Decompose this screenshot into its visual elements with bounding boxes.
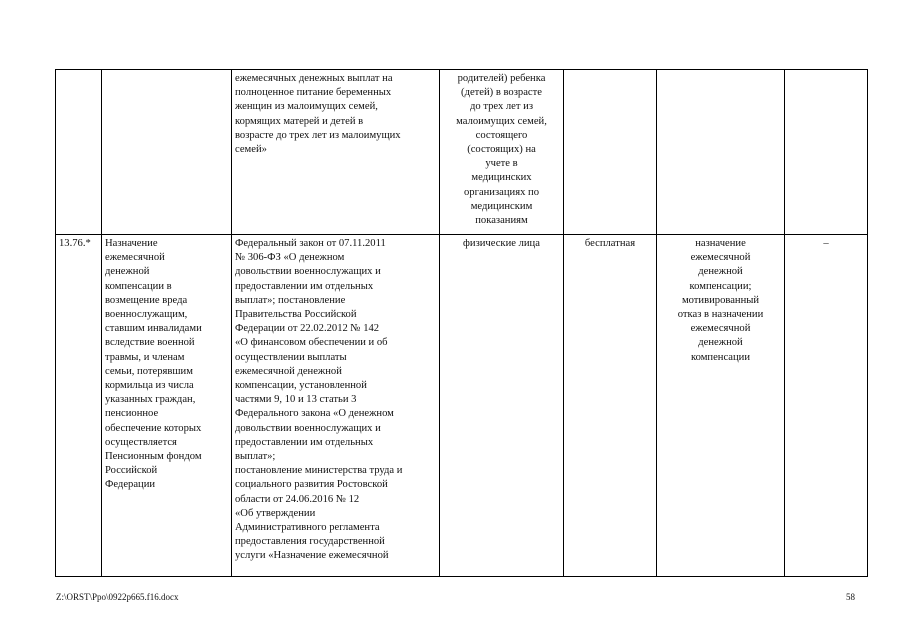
cell-note-text: – [823,238,829,249]
cell-number-text: 13.76.* [59,238,91,249]
footer-file-path: Z:\ORST\Ppo\0922p665.f16.docx [56,592,179,602]
table-row-13-76 [56,235,868,577]
cell-service-name-text: Назначение ежемесячной денежной компенсации в возмещение вреда военнослужащим, ставшим инвалидами вследствие военной травмы, и членам семьи, потерявшим кормильца из числа указанных граждан, пенсионное обеспечение которых осуществляется Пенсионным фондом Российской Федерации [105,238,202,491]
cell-service-name [102,235,232,577]
cell-note [785,70,868,235]
table-row-previous-continuation [56,70,868,235]
cell-legal-basis [232,70,440,235]
cell-number [56,70,102,235]
cell-legal-basis-text: Федеральный закон от 07.11.2011 № 306-ФЗ «О денежном довольствии военнослужащих и предоставлении им отдельных выплат»; постановление Правительства Российской Федерации от 22.02.2012 № 142 «О финансовом обеспечении и об осуществлении выплаты ежемесячной денежной компенсации, установленной частями 9, 10 и 13 статьи 3 Федерального закона «О денежном довольствии военнослужащих и предоставлении им отдельных выплат»; постановление министерства труда и социального развития Ростовской области от 24.06.2016 № 12 «Об утверждении Административного регламента предоставления государственной услуги «Назначение ежемесячной [235,238,403,562]
cell-number [56,235,102,577]
cell-note [785,235,868,577]
cell-applicants-text: физические лица [463,238,540,249]
cell-legal-basis [232,235,440,577]
cell-cost [564,70,657,235]
cell-result-text: назначение ежемесячной денежной компенсации; мотивированный отказ в назначении ежемесячной денежной компенсации [677,238,764,363]
cell-applicants-text: родителей) ребенка (детей) в возрасте до трех лет из малоимущих семей, состоящего (состоящих) на учете в медицинских организациях по медицинским показаниям [456,73,547,227]
cell-applicants [440,235,564,577]
cell-result [657,70,785,235]
cell-cost [564,235,657,577]
footer-page-number: 58 [846,592,855,602]
cell-applicants [440,70,564,235]
cell-cost-text: бесплатная [584,238,636,249]
cell-result [657,235,785,577]
cell-legal-basis-text: ежемесячных денежных выплат на полноценное питание беременных женщин из малоимущих семей, кормящих матерей и детей в возрасте до трех лет из малоимущих семей» [235,73,401,156]
cell-service-name [102,70,232,235]
services-table [55,69,868,577]
